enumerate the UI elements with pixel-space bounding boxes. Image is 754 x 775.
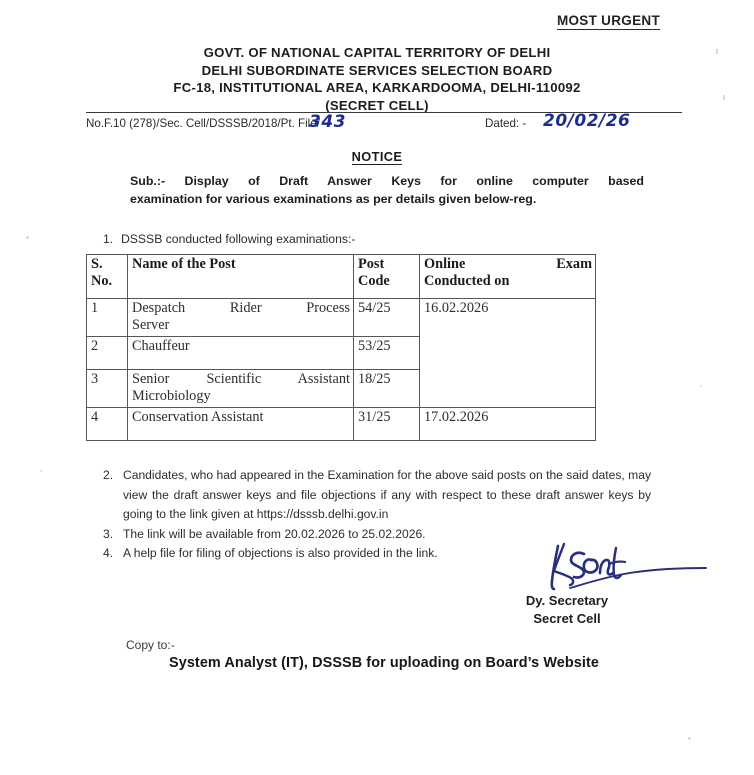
column-header-code-line1: Post bbox=[358, 256, 385, 272]
table-row bbox=[87, 299, 596, 337]
cell-post-code: 54/25 bbox=[354, 299, 420, 337]
table-header-row bbox=[87, 255, 596, 299]
cell-sno: 3 bbox=[87, 370, 128, 408]
cell-post-name-line2: Server bbox=[132, 317, 170, 333]
column-header-date-online: Online bbox=[424, 256, 466, 272]
cell-exam-date: 16.02.2026 bbox=[420, 299, 596, 408]
file-number-handwritten: 343 bbox=[309, 112, 346, 132]
cell-post-name-line1: Despatch Rider Process bbox=[132, 300, 350, 316]
column-header-sno-line1: S. bbox=[91, 256, 103, 272]
list-item-1-number: 1. bbox=[103, 232, 114, 246]
list-item-1 bbox=[103, 232, 355, 246]
notice-title-text: NOTICE bbox=[351, 149, 403, 164]
signature-designation bbox=[452, 592, 682, 628]
dated-label: Dated: - bbox=[485, 117, 527, 130]
column-header-sno bbox=[87, 255, 128, 299]
cell-sno: 4 bbox=[87, 408, 128, 441]
column-header-code-line2: Code bbox=[358, 273, 390, 289]
column-header-date-conducted: Conducted on bbox=[424, 273, 510, 289]
cell-post-name bbox=[128, 299, 354, 337]
cell-post-name: Chauffeur bbox=[128, 337, 354, 370]
cell-sno: 2 bbox=[87, 337, 128, 370]
list-item-3-number: 3. bbox=[103, 526, 114, 541]
reference-number-label: No.F.10 (278)/Sec. Cell/DSSSB/2018/Pt. File/ bbox=[86, 117, 320, 130]
column-header-date-exam: Exam bbox=[556, 256, 592, 272]
cell-sno: 1 bbox=[87, 299, 128, 337]
cell-post-code: 31/25 bbox=[354, 408, 420, 441]
list-item-2-number: 2. bbox=[103, 468, 114, 482]
notice-title bbox=[0, 148, 754, 166]
cell-post-name-line2: Microbiology bbox=[132, 388, 211, 404]
list-item-3-text: The link will be available from 20.02.2026 to 25.02.2026. bbox=[123, 526, 426, 541]
urgency-stamp: MOST URGENT bbox=[556, 13, 660, 28]
subject-line-1: Sub.:- Display of Draft Answer Keys for online computer based bbox=[130, 174, 644, 188]
letterhead-line-1: GOVT. OF NATIONAL CAPITAL TERRITORY OF DELHI bbox=[203, 45, 551, 60]
letterhead-line-3: FC-18, INSTITUTIONAL AREA, KARKARDOOMA, DELHI-110092 bbox=[173, 80, 581, 95]
letterhead-line-4: (SECRET CELL) bbox=[325, 97, 429, 113]
scan-speckle bbox=[40, 470, 42, 472]
letterhead bbox=[0, 44, 754, 114]
copy-to-label: Copy to:- bbox=[126, 638, 175, 652]
copy-to-recipient: System Analyst (IT), DSSSB for uploading on Board’s Website bbox=[169, 655, 599, 671]
list-item-1-text: DSSSB conducted following examinations:- bbox=[121, 232, 356, 246]
designation-line-2: Secret Cell bbox=[533, 611, 601, 626]
cell-post-code: 53/25 bbox=[354, 337, 420, 370]
table-row bbox=[87, 408, 596, 441]
cell-post-code: 18/25 bbox=[354, 370, 420, 408]
cell-post-name-line1: Senior Scientific Assistant bbox=[132, 371, 350, 387]
cell-post-name bbox=[128, 370, 354, 408]
cell-exam-date: 17.02.2026 bbox=[420, 408, 596, 441]
scan-speckle bbox=[688, 737, 691, 740]
scan-speckle bbox=[26, 236, 29, 239]
examinations-table bbox=[86, 254, 596, 441]
scan-speckle bbox=[700, 385, 702, 387]
list-item-2 bbox=[103, 466, 651, 525]
subject-block bbox=[130, 172, 644, 208]
designation-line-1: Dy. Secretary bbox=[525, 593, 609, 608]
list-item-4-text: A help file for filing of objections is also provided in the link. bbox=[123, 546, 438, 560]
column-header-post-name: Name of the Post bbox=[128, 255, 354, 299]
scan-speckle bbox=[723, 95, 725, 100]
subject-line-2: examination for various examinations as per details given below-reg. bbox=[130, 192, 537, 206]
reference-line bbox=[86, 111, 668, 137]
letterhead-line-2: DELHI SUBORDINATE SERVICES SELECTION BOARD bbox=[201, 62, 553, 78]
column-header-sno-line2: No. bbox=[91, 273, 113, 289]
column-header-post-code bbox=[354, 255, 420, 299]
dated-value-handwritten: 20/02/26 bbox=[543, 111, 631, 131]
list-item-2-text: Candidates, who had appeared in the Examination for the above said posts on the said dates, may view the draft answer keys and file objections if any with respect to these draft answer keys by going to the link given at https://dsssb.delhi.gov.in bbox=[123, 468, 651, 521]
column-header-exam-date bbox=[420, 255, 596, 299]
scan-speckle bbox=[716, 49, 718, 54]
list-item-4-number: 4. bbox=[103, 546, 114, 560]
cell-post-name: Conservation Assistant bbox=[128, 408, 354, 441]
